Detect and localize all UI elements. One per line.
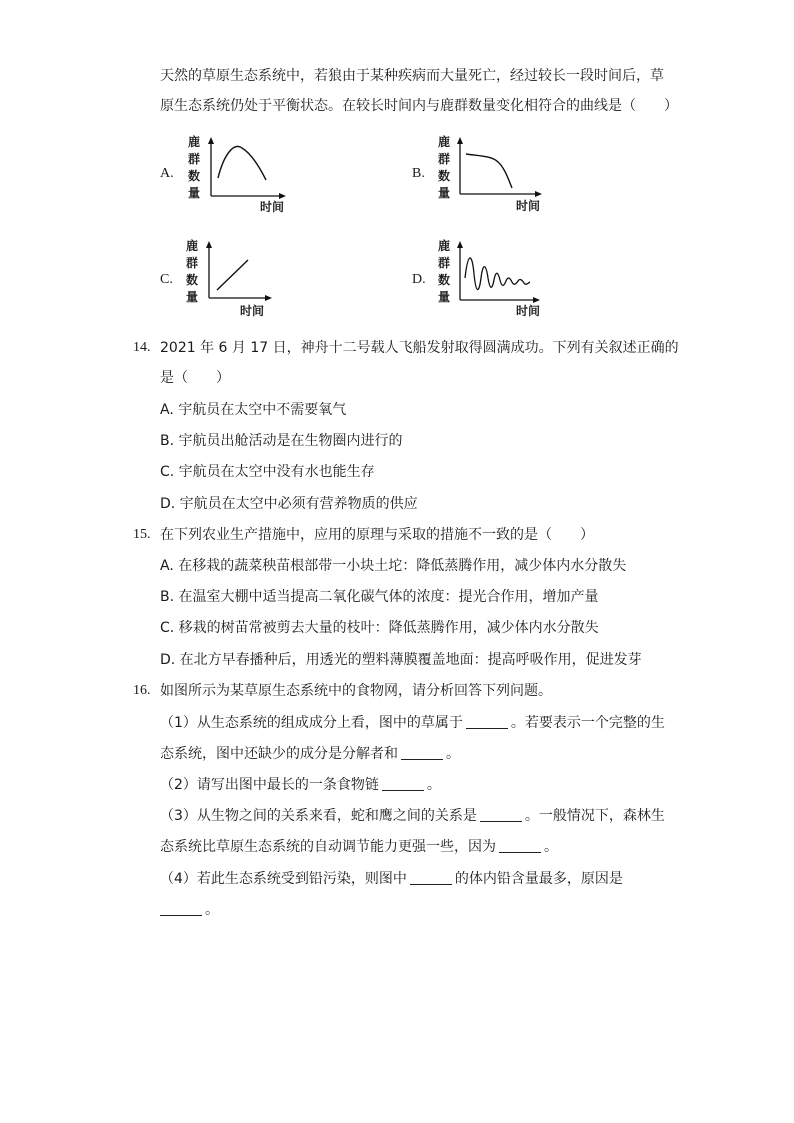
- graph-b-ylabel-2: 群: [438, 152, 451, 166]
- q14-option-a: A. 宇航员在太空中不需要氧气: [160, 402, 347, 418]
- q14-stem-line1: 2021 年 6 月 17 日，神舟十二号载人飞船发射取得圆满成功。下列有关叙述正确的: [160, 340, 679, 356]
- curve-plateau-then-decline: [466, 154, 512, 188]
- q13-graph-c: [184, 238, 284, 318]
- graph-d-ylabel-1: 鹿: [438, 239, 451, 253]
- q16-part3-text-c: 态系统比草原生态系统的自动调节能力更强一些，因为: [160, 839, 496, 855]
- q13-option-d-label: D.: [412, 272, 426, 287]
- graph-d-xlabel: 时间: [516, 304, 541, 318]
- q16-part1-line2: [160, 744, 460, 764]
- q16-part3-text-b: 。一般情况下，森林生: [524, 808, 665, 824]
- q15-option-a: A. 在移栽的蔬菜秧苗根部带一小块土坨：降低蒸腾作用，减少体内水分散失: [160, 558, 627, 574]
- graph-c-ylabel-2: 群: [186, 256, 199, 270]
- q16-part4-text-a: （4）若此生态系统受到铅污染，则图中: [160, 871, 407, 887]
- q13-option-a-label: A.: [160, 166, 174, 181]
- q16-part3-text-a: （3）从生物之间的关系来看，蛇和鹰之间的关系是: [160, 808, 477, 824]
- q16-part2-text-b: 。: [426, 777, 441, 793]
- curve-damped-oscillation: [465, 258, 530, 290]
- q16-part1-text-a: （1）从生态系统的组成成分上看，图中的草属于: [160, 715, 463, 731]
- graph-a-ylabel-1: 鹿: [188, 135, 201, 149]
- q16-part3-text-d: 。: [544, 839, 558, 855]
- graph-b-ylabel-4: 量: [438, 186, 451, 200]
- q15-option-b: B. 在温室大棚中适当提高二氧化碳气体的浓度：提光合作用，增加产量: [160, 589, 599, 605]
- answer-blank[interactable]: [466, 714, 508, 729]
- q13-option-b-label: B.: [412, 166, 425, 181]
- answer-blank[interactable]: [382, 776, 424, 791]
- graph-b-ylabel-1: 鹿: [438, 135, 451, 149]
- curve-rise-and-fall: [218, 146, 266, 180]
- q16-part1-line1: [160, 713, 665, 733]
- answer-blank[interactable]: [499, 838, 541, 853]
- graph-c-ylabel-1: 鹿: [186, 239, 199, 253]
- q13-stem-line2: 原生态系统仍处于平衡状态。在较长时间内与鹿群数量变化相符合的曲线是（ ）: [160, 98, 678, 114]
- q13-graph-b: [436, 134, 546, 214]
- q16-part3-line1: [160, 806, 665, 826]
- q16-part2: [160, 775, 441, 795]
- q16-part1-text-b: 。若要表示一个完整的生: [510, 715, 665, 731]
- q16-part1-text-c: 态系统，图中还缺少的成分是分解者和: [160, 746, 398, 762]
- q13-stem-line1: 天然的草原生态系统中，若狼由于某种疾病而大量死亡，经过较长一段时间后，草: [160, 68, 664, 84]
- graph-b-xlabel: 时间: [516, 199, 541, 213]
- graph-d-ylabel-3: 数: [438, 273, 451, 287]
- graph-c-ylabel-4: 量: [186, 290, 199, 304]
- q16-part4-line2: [160, 900, 219, 920]
- curve-linear-increase: [217, 260, 248, 290]
- q14-option-d: D. 宇航员在太空中必须有营养物质的供应: [160, 496, 418, 512]
- graph-c-xlabel: 时间: [240, 304, 265, 318]
- graph-a-xlabel: 时间: [260, 200, 285, 214]
- graph-a-ylabel-4: 量: [188, 186, 201, 200]
- q16-part4-line1: [160, 869, 623, 889]
- graph-d-ylabel-4: 量: [438, 290, 451, 304]
- graph-a-ylabel-2: 群: [188, 152, 201, 166]
- q16-part4-text-b: 的体内铅含量最多，原因是: [454, 871, 623, 887]
- answer-blank[interactable]: [160, 901, 202, 916]
- q15-stem: 在下列农业生产措施中，应用的原理与采取的措施不一致的是（ ）: [160, 527, 594, 543]
- q16-part1-text-d: 。: [446, 746, 460, 762]
- answer-blank[interactable]: [401, 745, 443, 760]
- q16-part3-line2: [160, 837, 558, 857]
- answer-blank[interactable]: [410, 870, 452, 885]
- graph-c-ylabel-3: 数: [186, 273, 199, 287]
- q13-option-c-label: C.: [160, 272, 173, 287]
- answer-blank[interactable]: [480, 807, 522, 822]
- q16-stem: 如图所示为某草原生态系统中的食物网，请分析回答下列问题。: [160, 683, 552, 699]
- q16-number: 16.: [133, 683, 151, 698]
- q13-graph-d: [436, 238, 546, 318]
- graph-a-ylabel-3: 数: [188, 169, 201, 183]
- q15-number: 15.: [133, 527, 151, 542]
- q16-part2-text-a: （2）请写出图中最长的一条食物链: [160, 777, 379, 793]
- q14-option-c: C. 宇航员在太空中没有水也能生存: [160, 464, 375, 480]
- graph-b-ylabel-3: 数: [438, 169, 451, 183]
- q16-part4-text-c: 。: [205, 902, 219, 918]
- q15-option-d: D. 在北方早春播种后，用透光的塑料薄膜覆盖地面：提高呼吸作用，促进发芽: [160, 652, 642, 668]
- q14-stem-line2: 是（ ）: [160, 370, 230, 386]
- q13-graph-a: [184, 134, 294, 214]
- q15-option-c: C. 移栽的树苗常被剪去大量的枝叶：降低蒸腾作用，减少体内水分散失: [160, 620, 599, 636]
- graph-d-ylabel-2: 群: [438, 256, 451, 270]
- q14-number: 14.: [133, 340, 151, 355]
- q14-option-b: B. 宇航员出舱活动是在生物圈内进行的: [160, 433, 403, 449]
